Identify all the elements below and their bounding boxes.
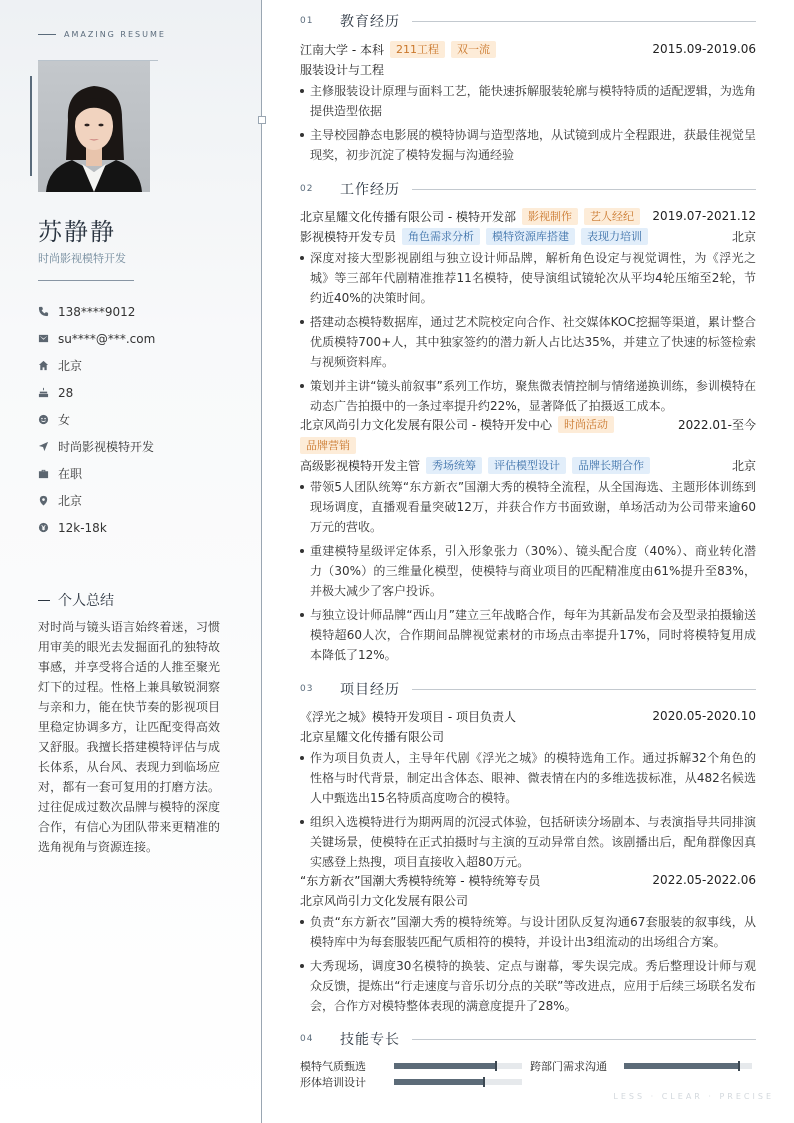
job-company-row bbox=[300, 413, 756, 435]
work-job-2 bbox=[300, 413, 756, 669]
timeline-ring bbox=[258, 116, 266, 124]
job-role: 高级影视模特开发主管 bbox=[300, 458, 421, 473]
salary-icon bbox=[38, 522, 58, 533]
school-name: 江南大学 - 本科 bbox=[300, 42, 384, 57]
section-number: 03 bbox=[300, 684, 314, 694]
education-major-row bbox=[300, 59, 756, 79]
company-name: 北京星耀文化传播有限公司 - 模特开发部 bbox=[300, 209, 516, 224]
skill-label: 模特气质甄选 bbox=[300, 1060, 366, 1073]
info-age bbox=[38, 379, 155, 406]
home-icon bbox=[38, 360, 58, 371]
section-number: 04 bbox=[300, 1034, 314, 1044]
info-status bbox=[38, 460, 155, 487]
skill-bar bbox=[394, 1063, 522, 1069]
job-date: 2019.07-2021.12 bbox=[652, 209, 756, 223]
info-city bbox=[38, 352, 155, 379]
bullet-item: 主修服装设计原理与面料工艺，能快速拆解服装轮廓与模特特质的适配逻辑，为选角提供造型依据 bbox=[300, 81, 756, 121]
briefcase-icon bbox=[38, 468, 58, 479]
job-role: 影视模特开发专员 bbox=[300, 229, 397, 244]
send-icon bbox=[38, 441, 58, 452]
role-tag: 模特资源库搭建 bbox=[486, 228, 575, 245]
phone-icon bbox=[38, 306, 58, 317]
section-rule bbox=[412, 689, 756, 690]
profile-photo bbox=[38, 60, 150, 192]
contact-info-list bbox=[38, 298, 155, 541]
bullet-item: 作为项目负责人，主导年代剧《浮光之城》的模特选角工作。通过拆解32个角色的性格与时代背景，制定出含体态、眼神、微表情在内的多维选拔标准，从482名候选人中甄选出15名特质高度吻合的模特。 bbox=[300, 748, 756, 808]
company-tag: 影视制作 bbox=[522, 208, 578, 225]
info-text: 时尚影视模特开发 bbox=[58, 440, 155, 454]
info-phone bbox=[38, 298, 155, 325]
education-bullets bbox=[300, 81, 756, 165]
mail-icon bbox=[38, 333, 58, 344]
skill-fill bbox=[394, 1079, 484, 1085]
bullet-item: 带领5人团队统筹“东方新衣”国潮大秀的模特全流程，从全国海选、主题形体训练到现场调度，直播观看量突破12万，并获合作方书面致谢，单场活动为公司带来逾60万元的营收。 bbox=[300, 477, 756, 537]
bullet-item: 重建模特星级评定体系，引入形象张力（30%）、镜头配合度（40%）、商业转化潜力（30%）的三维量化模型，使模特与商业项目的匹配精准度由61%提升至83%，并极大减少了客户投诉。 bbox=[300, 541, 756, 601]
work-job-1 bbox=[300, 206, 756, 420]
info-text: 138****9012 bbox=[58, 304, 136, 319]
school-tag: 211工程 bbox=[390, 41, 445, 58]
project-org: 北京星耀文化传播有限公司 bbox=[300, 729, 445, 744]
section-work-heading bbox=[300, 179, 756, 199]
bullet-item: 组织入选模特进行为期两周的沉浸式体验，包括研读分场剧本、与表演指导共同排演关键场景，使模特在正式拍摄时与主演的互动异常自然。该剧播出后，配角群像因真实感登上热搜，项目直接收入超80万元。 bbox=[300, 812, 756, 872]
company-tag: 品牌营销 bbox=[300, 437, 356, 454]
skill-item bbox=[300, 1074, 522, 1090]
bullet-item: 策划并主讲“镜头前叙事”系列工作坊，聚焦微表情控制与情绪递换训练，参训模特在动态广告拍摄中的一条过率提升约22%，显著降低了拍摄返工成本。 bbox=[300, 376, 756, 416]
project-date: 2020.05-2020.10 bbox=[652, 709, 756, 723]
job-city: 北京 bbox=[731, 458, 756, 473]
photo-frame-top bbox=[38, 60, 158, 61]
skill-knob bbox=[495, 1061, 497, 1071]
skill-knob bbox=[483, 1077, 485, 1087]
section-rule bbox=[412, 21, 756, 22]
section-skills-heading bbox=[300, 1029, 756, 1049]
bullet-item: 大秀现场，调度30名模特的换装、定点与谢幕，零失误完成。秀后整理设计师与观众反馈，提炼出“行走速度与音乐切分点的关联”等改进点，应用于后续三场联名发布会，合作方对模特整体表现的满意度提升了28%。 bbox=[300, 956, 756, 1016]
info-location bbox=[38, 487, 155, 514]
role-tag: 角色需求分析 bbox=[402, 228, 480, 245]
section-rule bbox=[412, 1039, 756, 1040]
job-company-row bbox=[300, 206, 756, 226]
section-rule bbox=[412, 189, 756, 190]
bullet-item: 负责“东方新衣”国潮大秀的模特统筹。与设计团队反复沟通67套服装的叙事线，从模特库中为每套服装匹配气质相符的模特，并设计出3组流动的出场组合方案。 bbox=[300, 912, 756, 952]
job-role-row bbox=[300, 455, 756, 475]
sidebar bbox=[0, 0, 262, 1123]
info-text: 女 bbox=[58, 413, 71, 427]
skill-item bbox=[530, 1058, 752, 1074]
summary-title-text: 个人总结 bbox=[58, 593, 114, 609]
education-header-row bbox=[300, 39, 756, 59]
project-org-row bbox=[300, 890, 756, 910]
project-bullets bbox=[300, 748, 756, 872]
person-title: 时尚影视模特开发 bbox=[38, 252, 126, 265]
project-bullets bbox=[300, 912, 756, 1016]
info-gender bbox=[38, 406, 155, 433]
info-text: su****@***.com bbox=[58, 331, 156, 346]
project-1 bbox=[300, 706, 756, 876]
role-tag: 秀场统筹 bbox=[426, 457, 482, 474]
company-tag: 艺人经纪 bbox=[584, 208, 640, 225]
skill-label: 跨部门需求沟通 bbox=[530, 1060, 607, 1073]
cake-icon bbox=[38, 387, 58, 398]
skill-label: 形体培训设计 bbox=[300, 1076, 366, 1089]
school-tag: 双一流 bbox=[451, 41, 496, 58]
project-date: 2022.05-2022.06 bbox=[652, 873, 756, 887]
job-role-row bbox=[300, 226, 756, 246]
project-header-row bbox=[300, 870, 756, 890]
job-city: 北京 bbox=[731, 229, 756, 244]
bullet-item: 搭建动态模特数据库，通过艺术院校定向合作、社交媒体KOC挖掘等渠道，累计整合优质模特700+人，其中独家签约的潜力新人占比达35%，并建立了快速的标签检索与视频资料库。 bbox=[300, 312, 756, 372]
role-tag: 品牌长期合作 bbox=[572, 457, 650, 474]
bullet-item: 与独立设计师品牌“西山月”建立三年战略合作，每年为其新品发布会及型录拍摄输送模特超60人次，合作期间品牌视觉素材的市场点击率提升17%，同时将模特复用成本降低了12%。 bbox=[300, 605, 756, 665]
footer-tagline: LESS · CLEAR · PRECISE bbox=[613, 1092, 774, 1101]
job-company-tag-row bbox=[300, 435, 756, 455]
education-block bbox=[300, 39, 756, 169]
section-education-heading bbox=[300, 11, 756, 31]
info-email bbox=[38, 325, 155, 352]
section-title: 项目经历 bbox=[340, 682, 400, 698]
section-title: 工作经历 bbox=[340, 182, 400, 198]
info-text: 28 bbox=[58, 385, 74, 400]
bullet-item: 深度对接大型影视剧组与独立设计师品牌，解析角色设定与视觉调性，为《浮光之城》等三部年代剧精准推荐11名模特，使导演组试镜轮次从平均4轮压缩至2轮，节约近40%的决策时间。 bbox=[300, 248, 756, 308]
project-name: 《浮光之城》模特开发项目 - 项目负责人 bbox=[300, 709, 516, 724]
brand-text: AMAZING RESUME bbox=[64, 30, 166, 39]
brand-line bbox=[38, 34, 56, 35]
job-date: 2022.01-至今 bbox=[678, 417, 756, 432]
info-text: 北京 bbox=[58, 359, 83, 373]
project-header-row bbox=[300, 706, 756, 726]
skill-item bbox=[300, 1058, 522, 1074]
location-icon bbox=[38, 495, 58, 506]
project-org-row bbox=[300, 726, 756, 746]
skill-knob bbox=[738, 1061, 740, 1071]
info-target-role bbox=[38, 433, 155, 460]
info-salary bbox=[38, 514, 155, 541]
project-name: “东方新衣”国潮大秀模特统筹 - 模特统筹专员 bbox=[300, 873, 541, 888]
company-tag: 时尚活动 bbox=[558, 416, 614, 433]
summary-text: 对时尚与镜头语言始终着迷，习惯用审美的眼光去发掘面孔的独特故事感，并享受将合适的人推至聚光灯下的过程。性格上兼具敏锐洞察与亲和力，能在快节奏的影视项目里稳定协调多方，让匹配变得高效又舒服。我擅长搭建模特评估与成长体系，从台风、表现力到临场应对，都有一套可复用的打磨方法。过往促成过数次品牌与模特的深度合作，有信心为团队带来更精准的选角视角与资源连接。 bbox=[38, 620, 220, 854]
job-bullets bbox=[300, 248, 756, 416]
summary-heading bbox=[38, 590, 114, 610]
info-text: 12k-18k bbox=[58, 520, 107, 535]
role-tag: 评估模型设计 bbox=[488, 457, 566, 474]
skill-fill bbox=[394, 1063, 496, 1069]
profile-photo-wrap bbox=[38, 60, 150, 192]
section-number: 02 bbox=[300, 184, 314, 194]
section-title: 技能专长 bbox=[340, 1032, 400, 1048]
project-2 bbox=[300, 870, 756, 1020]
education-date: 2015.09-2019.06 bbox=[652, 42, 756, 56]
info-text: 北京 bbox=[58, 494, 83, 508]
summary-dash bbox=[38, 600, 50, 601]
section-title: 教育经历 bbox=[340, 14, 400, 30]
company-name: 北京风尚引力文化发展有限公司 - 模特开发中心 bbox=[300, 417, 552, 432]
job-bullets bbox=[300, 477, 756, 665]
photo-frame-left bbox=[30, 76, 32, 176]
gender-icon bbox=[38, 414, 58, 425]
sidebar-divider bbox=[38, 280, 134, 281]
section-number: 01 bbox=[300, 16, 314, 26]
person-name: 苏静静 bbox=[38, 218, 116, 246]
skill-fill bbox=[624, 1063, 739, 1069]
section-projects-heading bbox=[300, 679, 756, 699]
info-text: 在职 bbox=[58, 467, 83, 481]
major-name: 服装设计与工程 bbox=[300, 62, 385, 77]
brand-mark bbox=[38, 30, 166, 39]
role-tag: 表现力培训 bbox=[581, 228, 648, 245]
project-org: 北京风尚引力文化发展有限公司 bbox=[300, 893, 469, 908]
skill-bar bbox=[394, 1079, 522, 1085]
skill-bar bbox=[624, 1063, 752, 1069]
bullet-item: 主导校园静态电影展的模特协调与造型落地，从试镜到成片全程跟进，获最佳视觉呈现奖，初步沉淀了模特发掘与沟通经验 bbox=[300, 125, 756, 165]
